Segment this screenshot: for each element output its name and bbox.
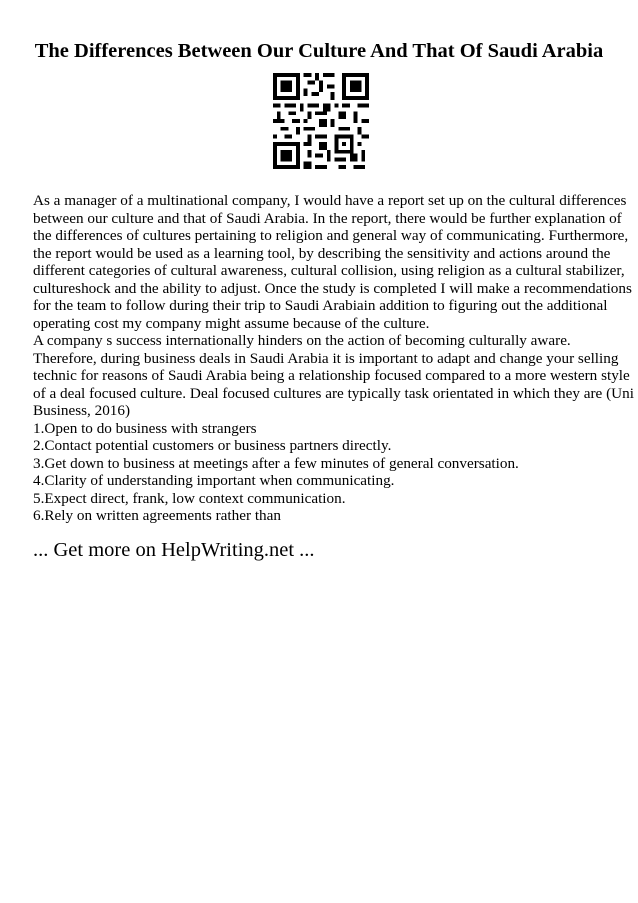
text-line: the report would be used as a learning tool, by describing the sensitivity and actions around the [33,244,611,262]
text-line: cultureshock and the ability to adjust. Once the study is completed I will make a recommendations [33,279,632,297]
list-item: 2.Contact potential customers or business partners directly. [33,437,392,454]
text-line: Business, 2016) [33,402,131,419]
get-more-link[interactable]: ... Get more on HelpWriting.net ... [33,539,315,561]
text-line: between our culture and that of Saudi Arabia. In the report, there would be further explanation of [33,209,622,227]
list-item: 3.Get down to business at meetings after a few minutes of general conversation. [33,454,519,472]
text-line: Therefore, during business deals in Saudi Arabia it is important to adapt and change your selling [33,349,619,367]
text-line: the differences of cultures pertaining to religion and general way of communicating. Furthermore, [33,227,629,244]
body-text [33,192,634,525]
list-item: 1.Open to do business with strangers [33,419,257,437]
text-line: operating cost my company might assume because of the culture. [33,314,430,332]
qr-code-icon [273,73,369,169]
list-item: 4.Clarity of understanding important when communicating. [33,472,395,489]
document-title: The Differences Between Our Culture And That Of Saudi Arabia [34,40,604,62]
text-line: different categories of cultural awareness, cultural collision, using religion as a cultural stabilizer, [33,262,625,279]
text-line: technic for reasons of Saudi Arabia being a relationship focused compared to a more western style [33,367,630,384]
text-line: As a manager of a multinational company, I would have a report set up on the cultural differences [33,192,627,209]
text-line: of a deal focused culture. Deal focused cultures are typically task orientated in which they are (Uni [33,384,634,402]
text-line: for the team to follow during their trip to Saudi Arabiain addition to figuring out the additional [33,297,608,314]
list-item: 5.Expect direct, frank, low context communication. [33,489,346,507]
text-line: A company s success internationally hinders on the action of becoming culturally aware. [33,332,571,349]
list-item: 6.Rely on written agreements rather than [33,507,281,524]
